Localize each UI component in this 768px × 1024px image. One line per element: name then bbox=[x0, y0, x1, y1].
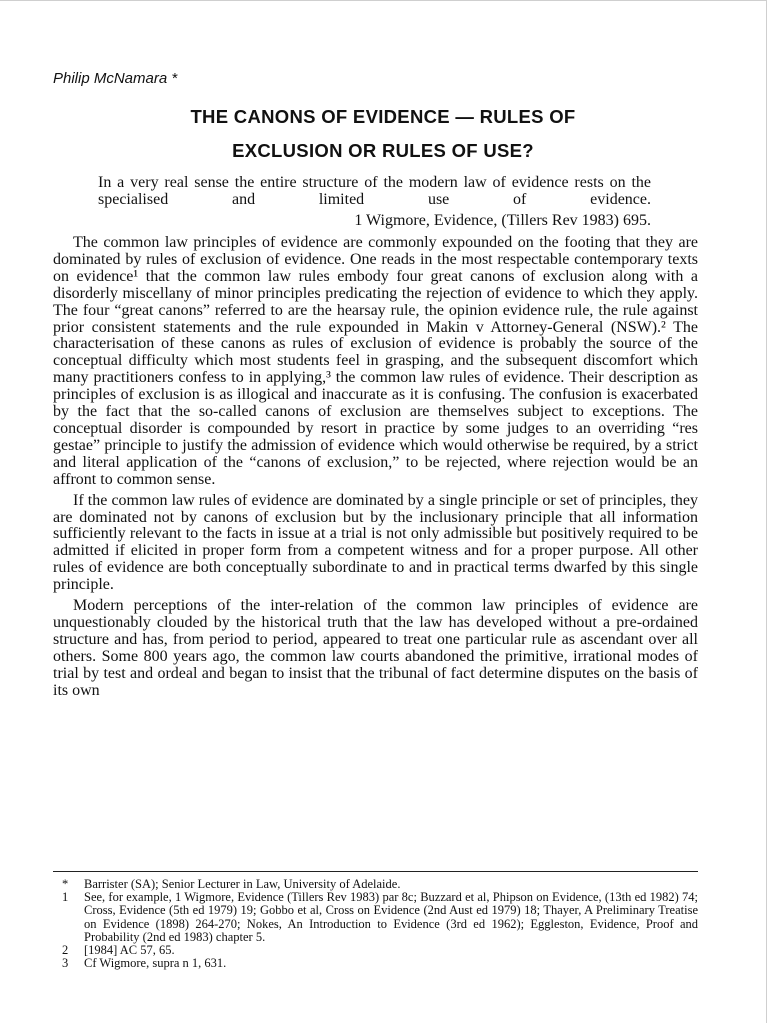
footnote-mark: * bbox=[62, 877, 69, 891]
footnote-divider bbox=[53, 871, 698, 872]
footnote-mark: 2 bbox=[62, 943, 69, 958]
footnote-mark: 1 bbox=[62, 890, 69, 905]
article-title-line-2: EXCLUSION OR RULES OF USE? bbox=[232, 140, 534, 161]
footnote-text: Barrister (SA); Senior Lecturer in Law, University of Adelaide. bbox=[84, 877, 401, 891]
footnote bbox=[62, 957, 698, 970]
footnote-text: Cf Wigmore, supra n 1, 631. bbox=[84, 956, 227, 971]
footnote-text: [1984] AC 57, 65. bbox=[84, 943, 175, 958]
body-paragraph: The common law principles of evidence are commonly expounded on the footing that they are dominated by rules of exclusion of evidence. One reads in the most respectable contemporary texts on evidence¹ that the common law rules embody four great canons of exclusion along with a disorderly miscellany of minor principles predicating the rejection of evidence to which they apply. The four “great canons” referred to are the hearsay rule, the opinion evidence rule, the rule against prior consistent statements and the rule expounded in Makin v Attorney-General (NSW).² The characterisation of these canons as rules of exclusion of evidence is probably the source of the conceptual difficulty which most students feel in grasping, and the subsequent discomfort which many practitioners confess to in applying,³ the common law rules of evidence. Their description as principles of exclusion is as illogical and inaccurate as it is confusing. The confusion is exacerbated by the fact that the so-called canons of exclusion are themselves subject to exceptions. The conceptual disorder is compounded by resort in practice by some judges to an overriding “res gestae” principle to justify the admission of evidence which would otherwise be required, by a strict and literal application of the “canons of exclusion,” to be rejected, where rejection would be an affront to common sense. bbox=[53, 234, 698, 488]
footnotes bbox=[62, 878, 698, 970]
footnote bbox=[62, 891, 698, 944]
footnote-text: See, for example, 1 Wigmore, Evidence (Tillers Rev 1983) par 8c; Buzzard et al, Phipson on Evidence, (13th ed 1982) 74; Cross, Evidence (5th ed 1979) 19; Gobbo et al, Cross on Evidence (2nd Aust ed 1979) 18; Thayer, A Preliminary Treatise on Evidence (1898) 264-270; Nokes, An Introduction to Evidence (3rd ed 1962); Eggleston, Evidence, Proof and Probability (2nd ed 1983) chapter 5. bbox=[84, 890, 698, 944]
article-body bbox=[53, 235, 698, 703]
epigraph-quote: In a very real sense the entire structure of the modern law of evidence rests on the specialised and limited use of evidence. bbox=[98, 174, 651, 208]
body-paragraph: Modern perceptions of the inter-relation of the common law principles of evidence are unquestionably clouded by the historical truth that the law has developed without a pre-ordained structure and has, from period to period, appeared to treat one particular rule as ascendant over all others. Some 800 years ago, the common law courts abandoned the primitive, irrational modes of trial by test and ordeal and began to insist that the tribunal of fact determine disputes on the basis of its own bbox=[53, 597, 698, 699]
footnote-mark: 3 bbox=[62, 956, 69, 971]
epigraph-citation: 1 Wigmore, Evidence, (Tillers Rev 1983) 695. bbox=[354, 212, 651, 229]
author-name: Philip McNamara * bbox=[53, 70, 178, 87]
article-title-line-1: THE CANONS OF EVIDENCE — RULES OF bbox=[190, 106, 576, 127]
body-paragraph: If the common law rules of evidence are dominated by a single principle or set of principles, they are dominated not by canons of exclusion but by the inclusionary principle that all information sufficiently relevant to the facts in issue at a trial is not only admissible but positively required to be admitted if elicited in proper form from a competent witness and for a proper purpose. All other rules of evidence are both conceptually subordinate to and in practical terms dwarfed by this single principle. bbox=[53, 491, 698, 594]
